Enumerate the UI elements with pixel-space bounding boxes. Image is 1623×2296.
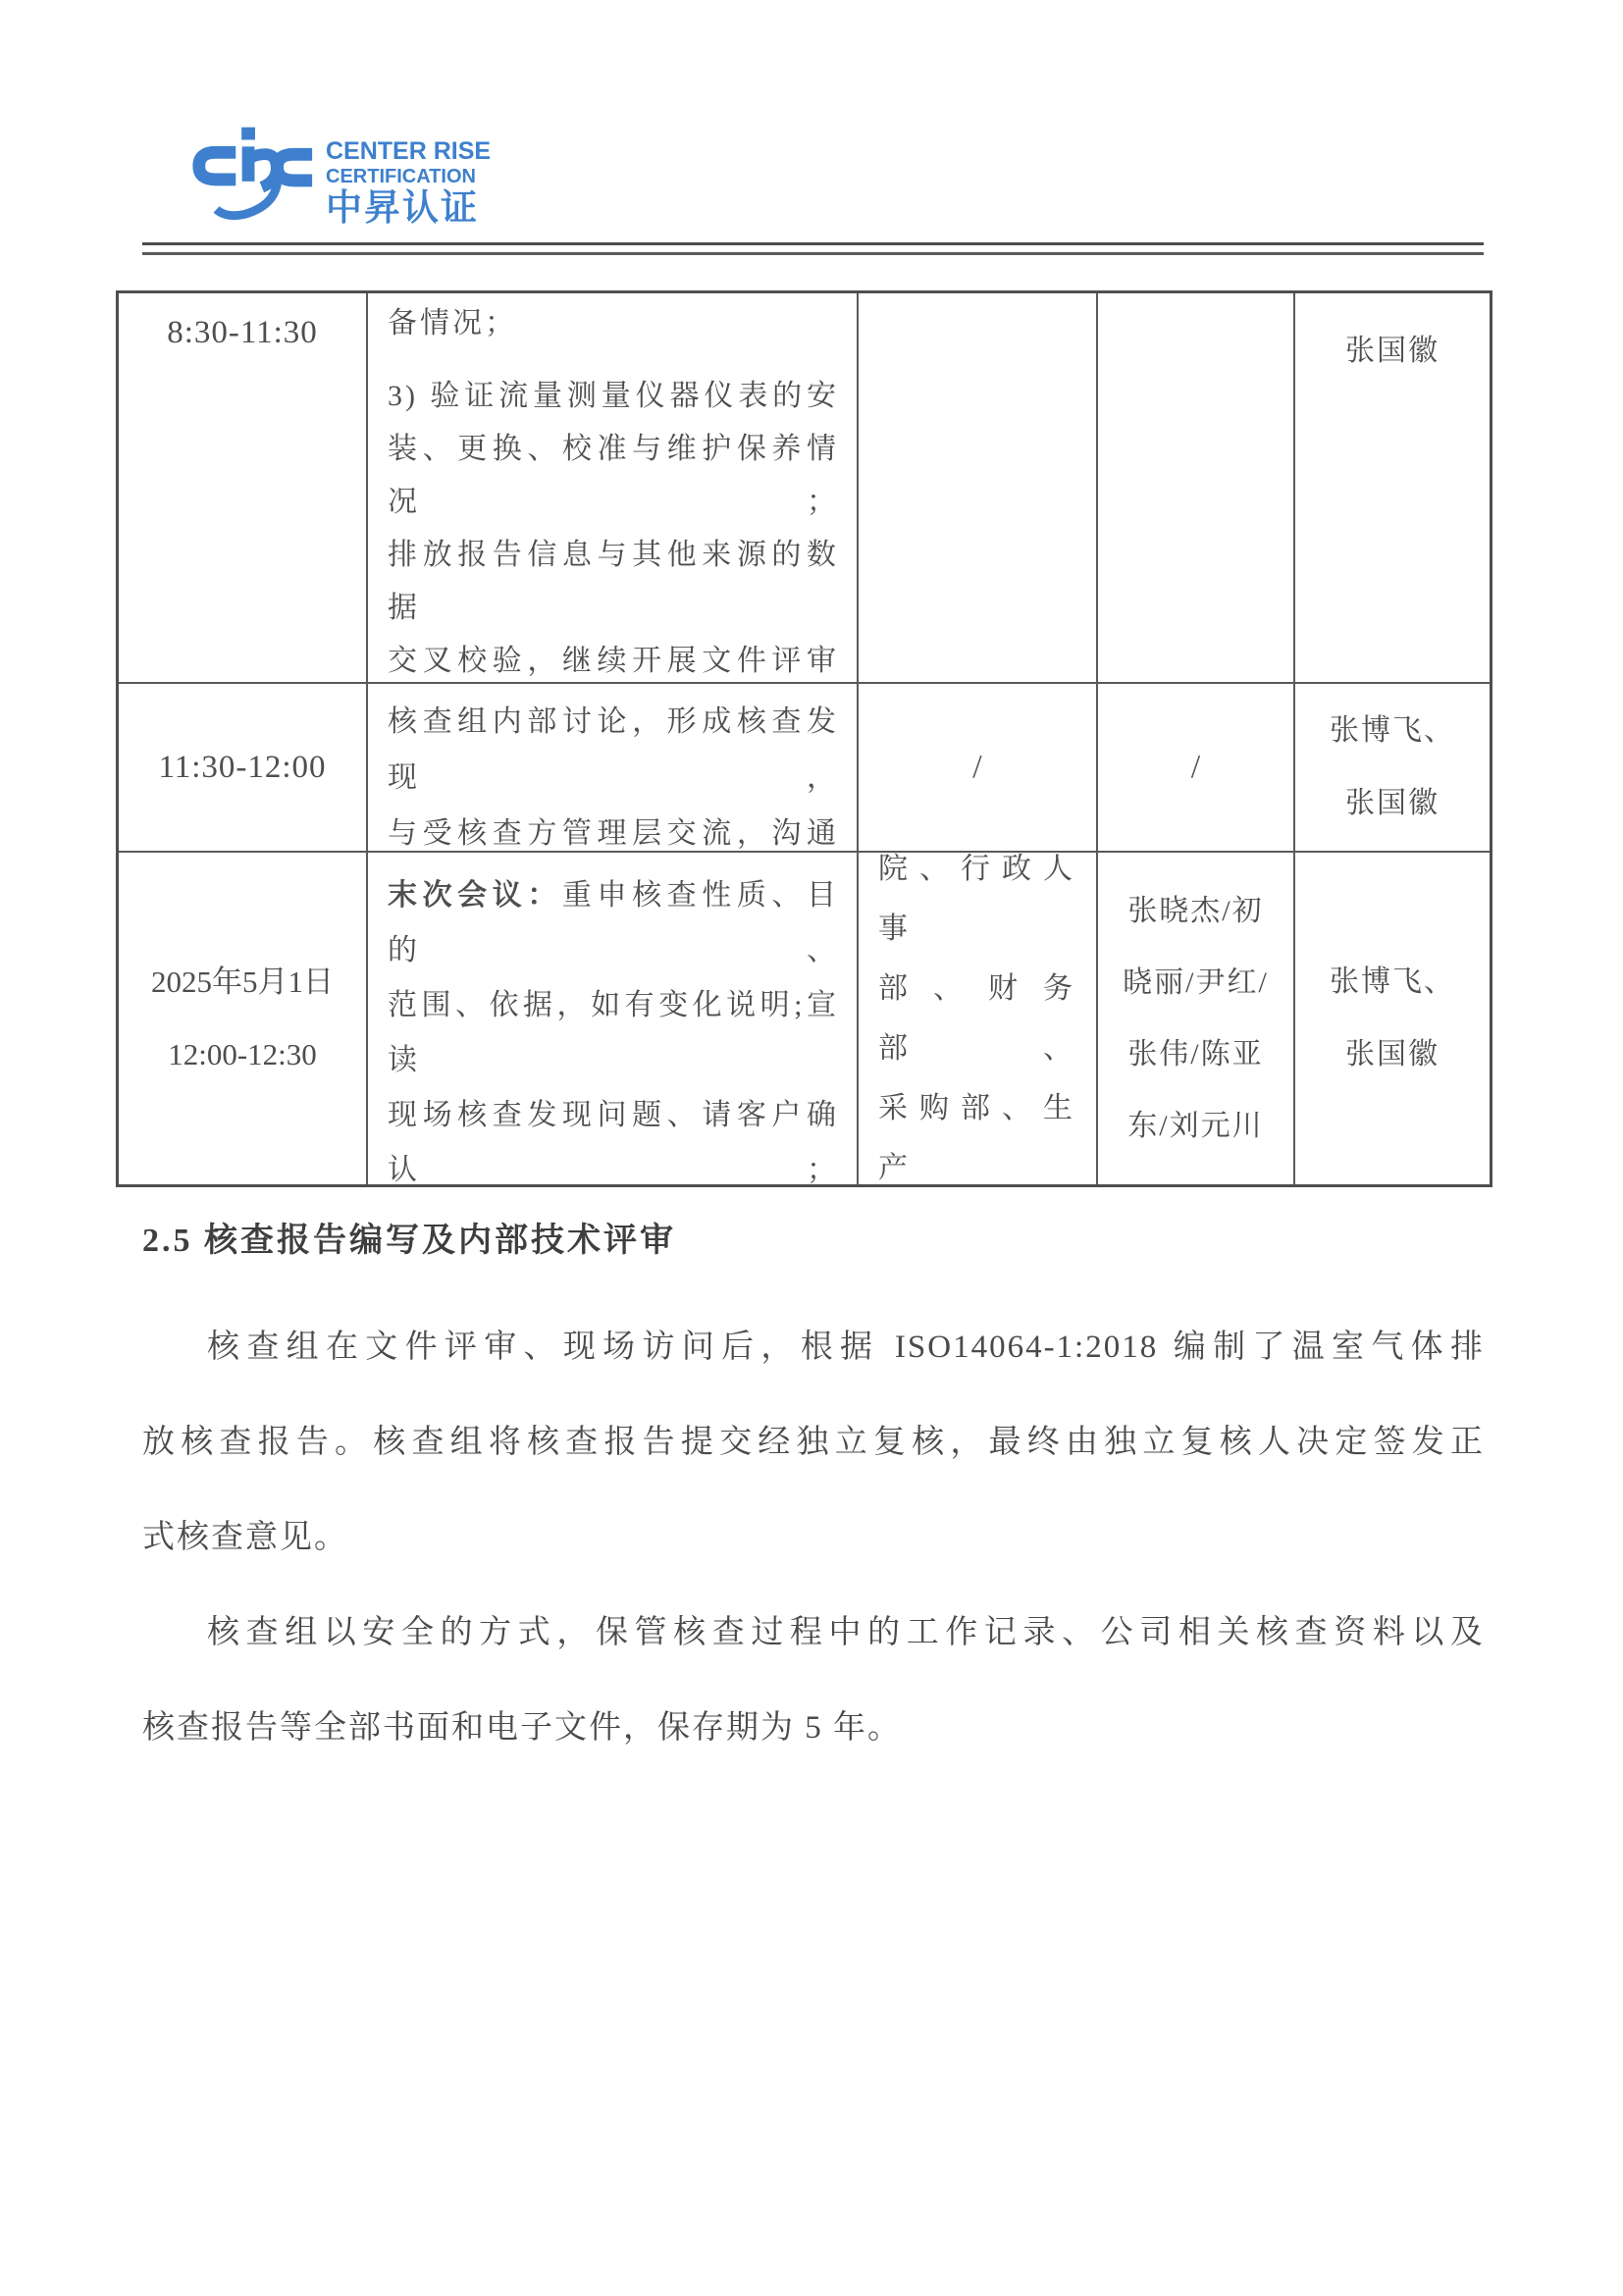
cell-attendees-row2 [1098, 684, 1295, 853]
cell-dept-row3 [859, 853, 1098, 1184]
dept-line: 采购部、生产 [878, 1092, 1076, 1184]
verifier-name: 张国徽 [1345, 1038, 1440, 1070]
activity-line [388, 868, 839, 978]
schedule-table [116, 290, 1492, 1187]
header-double-rule [142, 242, 1484, 255]
body-line: 核查报告等全部书面和电子文件，保存期为 5 年。 [142, 1710, 902, 1746]
dept-line: 院、行政人事 [878, 853, 1076, 945]
body-line: 核查组在文件评审、现场访问后，根据 ISO14064-1:2018 编制了温室气体排 [207, 1330, 1485, 1365]
date: 2025年5月1日 [151, 965, 334, 999]
cell-activity-row2 [368, 684, 859, 853]
cell-verifier-row1 [1295, 293, 1490, 684]
attendee-line: 东/刘元川 [1127, 1110, 1264, 1142]
time-range: 12:00-12:30 [168, 1037, 317, 1071]
logo-text [326, 120, 491, 233]
activity-line: 排放报告信息与其他来源的数据 [388, 539, 839, 624]
logo [184, 120, 508, 233]
activity-line: 交叉校验，继续开展文件评审 [388, 645, 839, 677]
activity-line: 备情况； [388, 307, 517, 339]
activity-line: 现场核查发现问题、请客户确认； [388, 1099, 839, 1184]
activity-line: 3) 验证流量测量仪器仪表的安 [388, 380, 839, 412]
activity-line: 范围、依据，如有变化说明;宣读 [388, 989, 839, 1076]
activity-text: 重申核查性质、目的、 [388, 879, 840, 966]
crc-logo-icon [184, 120, 320, 230]
cell-activity-row1 [368, 293, 859, 684]
slash-placeholder: / [1190, 749, 1201, 785]
activity-line: 核查组内部讨论，形成核查发现， [388, 705, 839, 794]
attendee-line: 张晓杰/初 [1127, 895, 1264, 927]
time-range: 8:30-11:30 [167, 315, 318, 350]
body-line: 核查组以安全的方式，保管核查过程中的工作记录、公司相关核查资料以及 [207, 1615, 1485, 1650]
cell-verifier-row3 [1295, 853, 1490, 1184]
attendee-line: 张伟/陈亚 [1127, 1038, 1264, 1070]
paragraph-2 [142, 1586, 1485, 1776]
logo-name-cn: 中昇认证 [326, 188, 479, 229]
dept-line: 部、财务部、 [878, 972, 1076, 1065]
cell-dept-row1 [859, 293, 1098, 684]
time-range: 11:30-12:00 [158, 749, 327, 785]
cell-activity-row3 [368, 853, 859, 1184]
cell-time-row3 [119, 853, 368, 1184]
attendee-line: 晓丽/尹红/ [1123, 966, 1269, 999]
verifier-name: 张博飞、 [1330, 965, 1455, 998]
cell-verifier-row2 [1295, 684, 1490, 853]
activity-line: 与受核查方管理层交流，沟通 [388, 817, 839, 850]
verifier-name: 张博飞、 [1330, 714, 1455, 747]
meeting-label: 末次会议： [388, 879, 562, 912]
cell-attendees-row3 [1098, 853, 1295, 1184]
logo-name-en-2: CERTIFICATION [326, 166, 476, 187]
cell-time-row1 [119, 293, 368, 684]
cell-time-row2 [119, 684, 368, 853]
verifier-name: 张国徽 [1345, 787, 1440, 819]
section-2-5 [142, 1213, 1485, 1776]
slash-placeholder: / [972, 749, 982, 785]
cell-attendees-row1 [1098, 293, 1295, 684]
verifier-name: 张国徽 [1345, 335, 1440, 367]
activity-line: 装、更换、校准与维护保养情况； [388, 433, 839, 518]
body-line: 放核查报告。核查组将核查报告提交经独立复核，最终由独立复核人决定签发正 [142, 1425, 1485, 1460]
cell-dept-row2 [859, 684, 1098, 853]
body-line: 式核查意见。 [142, 1520, 348, 1555]
section-heading: 2.5 核查报告编写及内部技术评审 [142, 1223, 676, 1259]
logo-name-en-1: CENTER RISE [326, 137, 492, 165]
paragraph-1 [142, 1300, 1485, 1586]
